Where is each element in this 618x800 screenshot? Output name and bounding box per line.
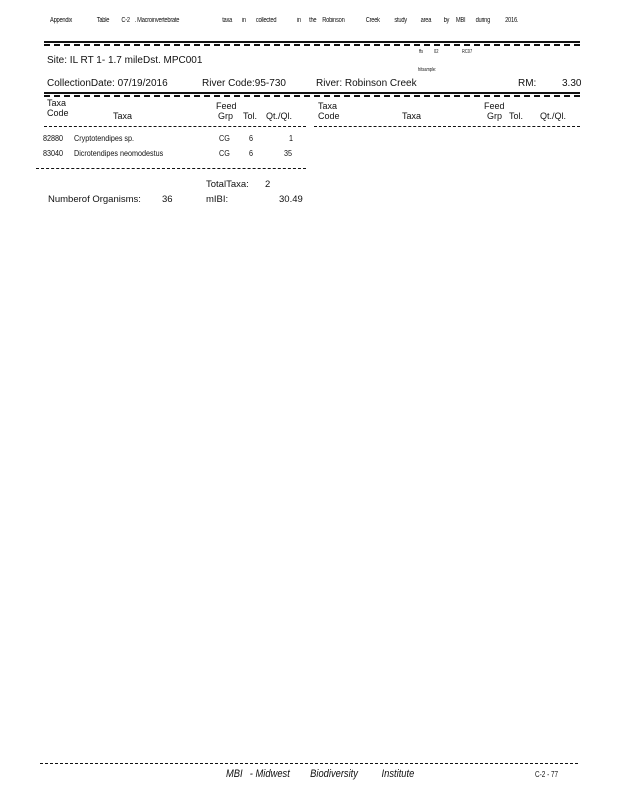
- mibi-value: 30.49: [279, 194, 303, 205]
- rm-value: 3.30: [562, 78, 582, 89]
- caption-word: the: [309, 17, 317, 24]
- river-name: River: Robinson Creek: [316, 78, 417, 89]
- footer-rule: [40, 763, 578, 764]
- brand-word: Institute: [381, 768, 415, 780]
- col-grp-right: Grp: [487, 111, 503, 121]
- col-taxa: Taxa: [113, 111, 133, 121]
- top-rule: [44, 41, 580, 43]
- row-grp: CG: [219, 149, 230, 158]
- caption-word: Robinson: [322, 17, 345, 24]
- caption-word: C-2: [121, 17, 130, 24]
- row-qt: 35: [284, 149, 293, 158]
- caption-word: area: [420, 17, 432, 24]
- row-grp: CG: [219, 134, 230, 143]
- row-qt: 1: [289, 134, 294, 143]
- col-qt-right: Qt./Ql.: [540, 111, 567, 121]
- top-rule-dashed: [44, 44, 580, 46]
- colhead-rule-right: [314, 126, 580, 127]
- col-grp: Grp: [218, 111, 234, 121]
- col-taxa-code-line2: Code: [47, 108, 69, 118]
- num-organisms-value: 36: [162, 194, 173, 205]
- caption-word: taxa: [222, 17, 233, 24]
- header-rule-dashed: [44, 95, 580, 97]
- col-tol-right: Tol.: [509, 111, 524, 121]
- row-tol: 6: [249, 134, 254, 143]
- col-taxa-right: Taxa: [402, 111, 422, 121]
- meta-field: hitsample:: [418, 67, 437, 73]
- col-feed: Feed: [216, 101, 237, 111]
- total-taxa-value: 2: [265, 179, 271, 190]
- col-tol: Tol.: [243, 111, 258, 121]
- caption-word: in: [296, 17, 301, 24]
- row-tol: 6: [249, 149, 254, 158]
- row-code: 83040: [43, 149, 64, 158]
- page-number: C-2 - 77: [535, 770, 559, 779]
- col-taxa-code-line1: Taxa: [47, 98, 67, 108]
- num-organisms-label: Numberof Organisms:: [48, 194, 141, 205]
- total-taxa-label: TotalTaxa:: [206, 179, 249, 190]
- colhead-rule-left: [44, 126, 306, 127]
- caption-word: . Macroinvertebrate: [134, 17, 180, 24]
- brand-word: MBI: [226, 768, 243, 780]
- caption-word: in: [241, 17, 246, 24]
- row-code: 82880: [43, 134, 64, 143]
- caption-word: collected: [255, 17, 277, 24]
- meta-field: RC07: [462, 49, 473, 55]
- rm-label: RM:: [518, 78, 537, 89]
- col-taxa-code-line2-right: Code: [318, 111, 340, 121]
- river-code: River Code:95-730: [202, 78, 286, 89]
- header-rule: [44, 92, 580, 94]
- caption-word: by: [443, 17, 450, 24]
- mibi-label: mIBI:: [206, 194, 229, 205]
- caption-word: Table: [96, 17, 110, 24]
- site-label: Site: IL RT 1- 1.7 mileDst. MPC001: [47, 55, 203, 66]
- caption-word: study: [394, 17, 407, 24]
- meta-field: 02: [434, 49, 439, 55]
- brand-word: Biodiversity: [310, 768, 358, 780]
- caption-word: during: [475, 17, 491, 24]
- collection-date: CollectionDate: 07/19/2016: [47, 78, 168, 89]
- col-feed-right: Feed: [484, 101, 505, 111]
- row-taxa: Dicrotendipes neomodestus: [74, 149, 164, 158]
- caption-word: Creek: [365, 17, 380, 24]
- col-taxa-code-line1-right: Taxa: [318, 101, 338, 111]
- col-qt: Qt./Ql.: [266, 111, 293, 121]
- caption-word: Appendix: [50, 17, 72, 24]
- row-taxa: Cryptotendipes sp.: [74, 134, 135, 143]
- rows-end-rule: [36, 168, 306, 169]
- meta-field: ffs: [419, 49, 424, 55]
- brand-word: - Midwest: [249, 768, 290, 780]
- caption-word: 2016.: [505, 17, 519, 24]
- caption-word: MBI: [455, 17, 466, 24]
